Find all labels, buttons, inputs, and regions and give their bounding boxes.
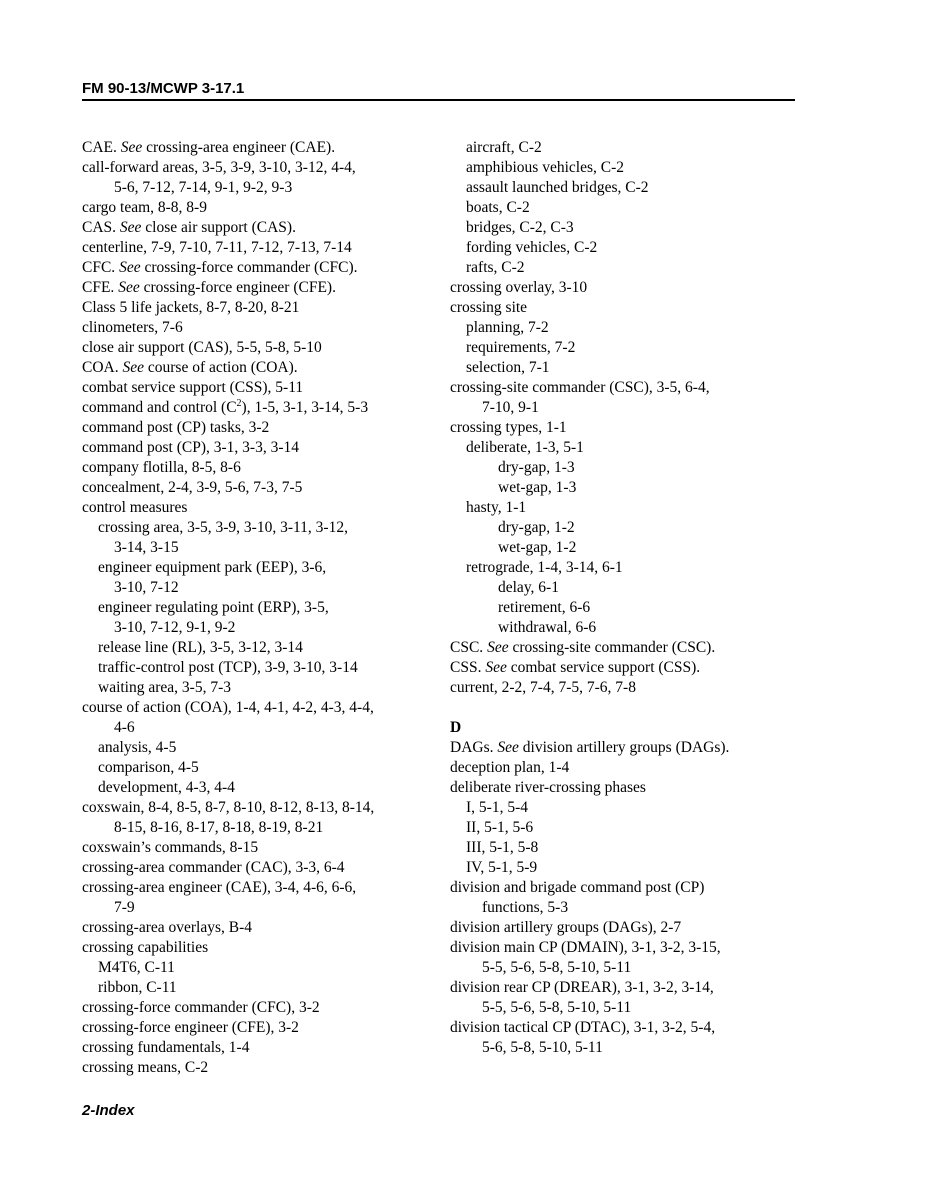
entry-text: CAS. — [82, 219, 120, 236]
index-subentry — [450, 338, 805, 358]
index-subentry — [82, 598, 437, 618]
entry-text: amphibious vehicles, C-2 — [466, 159, 624, 176]
index-entry — [82, 878, 437, 898]
entry-text: 5-6, 7-12, 7-14, 9-1, 9-2, 9-3 — [114, 179, 293, 196]
entry-text: wet-gap, 1-2 — [498, 539, 577, 556]
entry-text: control measures — [82, 499, 188, 516]
index-entry — [450, 658, 805, 678]
header-rule — [82, 99, 795, 101]
entry-text: dry-gap, 1-3 — [498, 459, 575, 476]
entry-text: dry-gap, 1-2 — [498, 519, 575, 536]
entry-text: command post (CP), 3-1, 3-3, 3-14 — [82, 439, 299, 456]
see-reference: See — [487, 639, 509, 656]
index-entry — [82, 418, 437, 438]
entry-text: command post (CP) tasks, 3-2 — [82, 419, 270, 436]
entry-text: rafts, C-2 — [466, 259, 525, 276]
index-subentry — [450, 598, 805, 618]
index-subentry — [82, 558, 437, 578]
see-reference: See — [485, 659, 507, 676]
see-reference: See — [118, 279, 140, 296]
index-entry — [82, 1038, 437, 1058]
entry-text: crossing-area overlays, B-4 — [82, 919, 253, 936]
index-entry — [82, 218, 437, 238]
index-subentry — [450, 558, 805, 578]
index-subentry — [82, 658, 437, 678]
index-letter-heading: D — [450, 719, 462, 736]
entry-text-rest: ), 1-5, 3-1, 3-14, 5-3 — [241, 399, 369, 416]
index-subentry — [450, 318, 805, 338]
index-subentry — [82, 578, 437, 598]
page-footer: 2-Index — [82, 1102, 135, 1119]
index-entry — [82, 338, 437, 358]
index-subentry — [450, 258, 805, 278]
index-entry — [82, 298, 437, 318]
index-subentry — [450, 138, 805, 158]
index-subentry — [82, 898, 437, 918]
index-subentry — [82, 718, 437, 738]
entry-text: 8-15, 8-16, 8-17, 8-18, 8-19, 8-21 — [114, 819, 324, 836]
entry-text-rest: course of action (COA). — [144, 359, 298, 376]
index-subentry — [450, 618, 805, 638]
index-entry — [450, 678, 805, 698]
index-entry — [82, 358, 437, 378]
entry-text: CSC. — [450, 639, 488, 656]
index-subentry — [450, 398, 805, 418]
index-column-left — [82, 138, 437, 1078]
entry-text: call-forward areas, 3-5, 3-9, 3-10, 3-12, 4-4, — [82, 159, 356, 176]
entry-text: crossing site — [450, 299, 528, 316]
index-entry — [82, 698, 437, 718]
entry-text: COA. — [82, 359, 123, 376]
index-subentry — [82, 638, 437, 658]
index-subentry — [450, 518, 805, 538]
entry-text: 4-6 — [114, 719, 135, 736]
entry-text-rest: close air support (CAS). — [141, 219, 296, 236]
entry-text: hasty, 1-1 — [466, 499, 527, 516]
entry-text: crossing capabilities — [82, 939, 209, 956]
index-subentry — [82, 618, 437, 638]
entry-text: 5-5, 5-6, 5-8, 5-10, 5-11 — [482, 959, 632, 976]
index-subentry — [82, 758, 437, 778]
index-column-right — [450, 138, 805, 1058]
entry-text: crossing means, C-2 — [82, 1059, 209, 1076]
entry-text: deliberate river-crossing phases — [450, 779, 646, 796]
index-entry — [82, 378, 437, 398]
entry-text: course of action (COA), 1-4, 4-1, 4-2, 4-3, 4-4, — [82, 699, 374, 716]
entry-text: concealment, 2-4, 3-9, 5-6, 7-3, 7-5 — [82, 479, 303, 496]
index-entry — [82, 278, 437, 298]
index-subentry — [450, 158, 805, 178]
entry-text: IV, 5-1, 5-9 — [466, 859, 538, 876]
entry-text: withdrawal, 6-6 — [498, 619, 597, 636]
entry-text: 7-9 — [114, 899, 135, 916]
index-entry — [82, 238, 437, 258]
index-subentry — [450, 238, 805, 258]
entry-text: CFE. — [82, 279, 119, 296]
entry-text: II, 5-1, 5-6 — [466, 819, 534, 836]
entry-text: wet-gap, 1-3 — [498, 479, 577, 496]
index-entry — [82, 838, 437, 858]
section-spacer — [450, 698, 805, 718]
index-subentry — [450, 858, 805, 878]
entry-text: planning, 7-2 — [466, 319, 549, 336]
entry-text: waiting area, 3-5, 7-3 — [98, 679, 231, 696]
see-reference: See — [497, 739, 519, 756]
index-entry — [450, 278, 805, 298]
index-subentry — [82, 678, 437, 698]
index-entry — [82, 138, 437, 158]
entry-text: CFC. — [82, 259, 120, 276]
entry-text: fording vehicles, C-2 — [466, 239, 598, 256]
entry-text-rest: crossing-area engineer (CAE). — [142, 139, 336, 156]
entry-text: requirements, 7-2 — [466, 339, 576, 356]
index-subentry — [450, 198, 805, 218]
entry-text: development, 4-3, 4-4 — [98, 779, 235, 796]
entry-text: 3-14, 3-15 — [114, 539, 179, 556]
running-header: FM 90-13/MCWP 3-17.1 — [82, 80, 245, 97]
entry-text: 3-10, 7-12 — [114, 579, 179, 596]
entry-superscript: 2 — [236, 397, 242, 409]
entry-text: clinometers, 7-6 — [82, 319, 183, 336]
index-subentry — [450, 998, 805, 1018]
index-entry — [82, 918, 437, 938]
index-entry — [82, 258, 437, 278]
entry-text: bridges, C-2, C-3 — [466, 219, 574, 236]
index-subentry — [82, 818, 437, 838]
entry-text: combat service support (CSS), 5-11 — [82, 379, 304, 396]
index-entry — [450, 778, 805, 798]
entry-text: engineer equipment park (EEP), 3-6, — [98, 559, 327, 576]
index-entry — [450, 298, 805, 318]
index-entry — [82, 438, 437, 458]
index-subentry — [450, 818, 805, 838]
entry-text-rest: crossing-force engineer (CFE). — [139, 279, 336, 296]
index-entry — [82, 478, 437, 498]
entry-text: III, 5-1, 5-8 — [466, 839, 539, 856]
index-subentry — [450, 898, 805, 918]
index-entry — [450, 638, 805, 658]
index-entry — [450, 978, 805, 998]
index-entry — [82, 1018, 437, 1038]
entry-text: command and control (C — [82, 399, 237, 416]
index-subentry — [450, 458, 805, 478]
entry-text: division and brigade command post (CP) — [450, 879, 705, 896]
index-subentry — [450, 798, 805, 818]
entry-text: retrograde, 1-4, 3-14, 6-1 — [466, 559, 623, 576]
index-entry — [450, 378, 805, 398]
index-subentry — [450, 1038, 805, 1058]
index-entry — [450, 1018, 805, 1038]
entry-text-rest: combat service support (CSS). — [506, 659, 701, 676]
entry-text: 5-6, 5-8, 5-10, 5-11 — [482, 1039, 603, 1056]
see-reference: See — [120, 139, 143, 156]
entry-text: comparison, 4-5 — [98, 759, 199, 776]
index-entry — [450, 738, 805, 758]
index-subentry — [82, 958, 437, 978]
entry-text: crossing fundamentals, 1-4 — [82, 1039, 250, 1056]
index-subentry — [450, 958, 805, 978]
entry-text: CAE. — [82, 139, 121, 156]
index-entry — [82, 458, 437, 478]
index-subentry — [450, 578, 805, 598]
entry-text: retirement, 6-6 — [498, 599, 591, 616]
entry-text: delay, 6-1 — [498, 579, 559, 596]
index-entry — [82, 198, 437, 218]
see-reference: See — [122, 359, 144, 376]
index-subentry — [82, 178, 437, 198]
index-entry — [82, 1058, 437, 1078]
entry-text: crossing-area commander (CAC), 3-3, 6-4 — [82, 859, 345, 876]
index-subentry — [82, 538, 437, 558]
index-entry — [450, 938, 805, 958]
index-entry — [450, 878, 805, 898]
index-entry — [450, 758, 805, 778]
entry-text: crossing-site commander (CSC), 3-5, 6-4, — [450, 379, 710, 396]
entry-text: division rear CP (DREAR), 3-1, 3-2, 3-14, — [450, 979, 714, 996]
entry-text: close air support (CAS), 5-5, 5-8, 5-10 — [82, 339, 322, 356]
entry-text: boats, C-2 — [466, 199, 530, 216]
entry-text: functions, 5-3 — [482, 899, 569, 916]
entry-text-rest: crossing-force commander (CFC). — [140, 259, 358, 276]
entry-text: assault launched bridges, C-2 — [466, 179, 649, 196]
entry-text: CSS. — [450, 659, 486, 676]
entry-text: deliberate, 1-3, 5-1 — [466, 439, 584, 456]
entry-text: I, 5-1, 5-4 — [466, 799, 528, 816]
entry-text-rest: crossing-site commander (CSC). — [508, 639, 716, 656]
entry-text: Class 5 life jackets, 8-7, 8-20, 8-21 — [82, 299, 300, 316]
index-subentry — [82, 518, 437, 538]
entry-text: 7-10, 9-1 — [482, 399, 539, 416]
entry-text: release line (RL), 3-5, 3-12, 3-14 — [98, 639, 303, 656]
entry-text: division tactical CP (DTAC), 3-1, 3-2, 5-4, — [450, 1019, 716, 1036]
index-entry — [82, 498, 437, 518]
entry-text: cargo team, 8-8, 8-9 — [82, 199, 207, 216]
index-entry — [82, 318, 437, 338]
entry-text: centerline, 7-9, 7-10, 7-11, 7-12, 7-13, 7-14 — [82, 239, 352, 256]
entry-text: 3-10, 7-12, 9-1, 9-2 — [114, 619, 236, 636]
entry-text: coxswain, 8-4, 8-5, 8-7, 8-10, 8-12, 8-13, 8-14, — [82, 799, 375, 816]
entry-text: crossing-force commander (CFC), 3-2 — [82, 999, 320, 1016]
entry-text: M4T6, C-11 — [98, 959, 175, 976]
see-reference: See — [119, 259, 141, 276]
entry-text: selection, 7-1 — [466, 359, 550, 376]
index-subentry — [450, 358, 805, 378]
index-subentry — [82, 978, 437, 998]
index-subentry — [450, 838, 805, 858]
entry-text: DAGs. — [450, 739, 498, 756]
index-subentry — [450, 218, 805, 238]
entry-text-rest: division artillery groups (DAGs). — [518, 739, 730, 756]
entry-text: crossing-force engineer (CFE), 3-2 — [82, 1019, 299, 1036]
index-subentry — [82, 778, 437, 798]
index-entry — [82, 158, 437, 178]
entry-text: crossing-area engineer (CAE), 3-4, 4-6, 6-6, — [82, 879, 357, 896]
entry-text: ribbon, C-11 — [98, 979, 177, 996]
index-entry — [82, 398, 437, 418]
index-entry — [450, 918, 805, 938]
entry-text: deception plan, 1-4 — [450, 759, 570, 776]
entry-text: division artillery groups (DAGs), 2-7 — [450, 919, 682, 936]
entry-text: analysis, 4-5 — [98, 739, 177, 756]
index-subentry — [450, 178, 805, 198]
index-subentry — [82, 738, 437, 758]
index-subentry — [450, 538, 805, 558]
entry-text: engineer regulating point (ERP), 3-5, — [98, 599, 329, 616]
index-entry — [82, 798, 437, 818]
index-entry — [82, 938, 437, 958]
entry-text: crossing overlay, 3-10 — [450, 279, 588, 296]
entry-text: crossing types, 1-1 — [450, 419, 567, 436]
index-subentry — [450, 498, 805, 518]
index-subentry — [450, 478, 805, 498]
index-subentry — [450, 438, 805, 458]
entry-text: coxswain’s commands, 8-15 — [82, 839, 259, 856]
entry-text: company flotilla, 8-5, 8-6 — [82, 459, 241, 476]
see-reference: See — [119, 219, 142, 236]
entry-text: division main CP (DMAIN), 3-1, 3-2, 3-15, — [450, 939, 721, 956]
entry-text: traffic-control post (TCP), 3-9, 3-10, 3-14 — [98, 659, 358, 676]
entry-text: aircraft, C-2 — [466, 139, 542, 156]
index-entry — [82, 998, 437, 1018]
entry-text: crossing area, 3-5, 3-9, 3-10, 3-11, 3-12, — [98, 519, 348, 536]
entry-text: current, 2-2, 7-4, 7-5, 7-6, 7-8 — [450, 679, 636, 696]
entry-text: 5-5, 5-6, 5-8, 5-10, 5-11 — [482, 999, 632, 1016]
index-entry — [82, 858, 437, 878]
index-entry — [450, 418, 805, 438]
